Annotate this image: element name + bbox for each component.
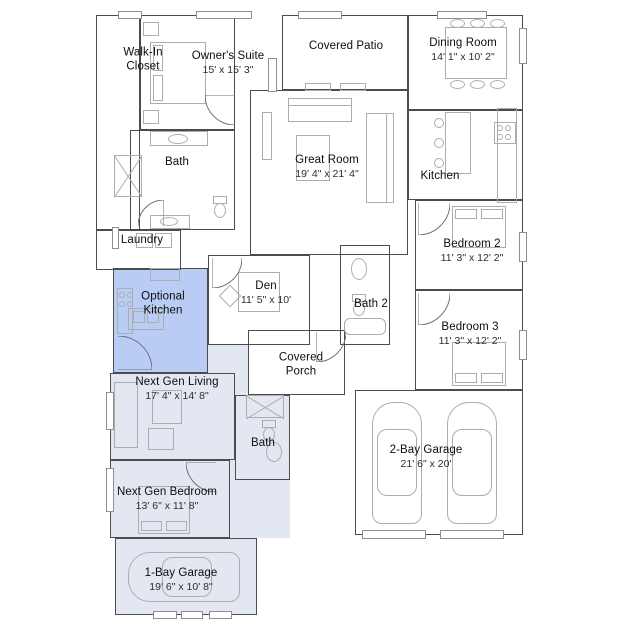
room-dimensions: 11' 5" x 10' [240, 293, 292, 306]
sink-icon [266, 442, 282, 462]
room-name: 1-Bay Garage [144, 567, 218, 580]
room-dimensions: 15' x 15' 3" [202, 63, 254, 76]
window-icon [106, 392, 114, 430]
window-icon [112, 227, 119, 249]
window-icon [519, 28, 527, 64]
room-dimensions: 21' 6" x 20' [400, 457, 452, 470]
chair-icon [470, 80, 485, 89]
window-icon [268, 58, 277, 92]
room-name: Den [255, 280, 277, 293]
room-dimensions: 17' 4" x 14' 8" [145, 389, 209, 402]
room-name: Bedroom 2 [443, 238, 501, 251]
window-icon [209, 611, 232, 619]
door-swing-icon [418, 293, 450, 325]
room-name: Covered Patio [308, 40, 384, 53]
chair-icon [490, 80, 505, 89]
appliance-icon [147, 311, 159, 323]
room-name: Covered Porch [278, 351, 324, 377]
door-swing-icon [205, 95, 235, 125]
room-name: Walk-In Closet [123, 46, 163, 72]
room-name: Laundry [120, 234, 164, 247]
counter-icon [150, 268, 180, 281]
nightstand-icon [143, 110, 159, 124]
desk-icon [238, 272, 280, 312]
room-name: Next Gen Bedroom [116, 486, 218, 499]
sink-icon [351, 258, 367, 280]
stool-icon [434, 118, 444, 128]
window-icon [196, 11, 252, 19]
window-icon [181, 611, 203, 619]
door-swing-icon [118, 336, 152, 370]
door-swing-icon [212, 258, 242, 288]
window-icon [519, 330, 527, 360]
kitchen-island-icon [445, 112, 471, 174]
bathtub-icon [344, 318, 386, 335]
door-swing-icon [418, 203, 450, 235]
window-icon [362, 530, 426, 539]
room-name: Optional Kitchen [141, 290, 185, 316]
room-dimensions: 13' 6" x 11' 8" [135, 499, 199, 512]
coffee-table-icon [296, 135, 330, 181]
window-icon [106, 468, 114, 512]
burner-icon [127, 301, 133, 307]
window-icon [298, 11, 342, 19]
window-icon [519, 232, 527, 262]
room-name: Dining Room [429, 37, 497, 50]
room-name: Next Gen Living [135, 376, 219, 389]
dryer-icon [155, 233, 172, 248]
sofa-icon [114, 382, 138, 448]
tv-cabinet-icon [262, 112, 272, 160]
car-icon-cabin [377, 429, 417, 496]
room-name: Owner's Suite [191, 50, 265, 63]
burner-icon [505, 134, 511, 140]
bed-icon-pillow [481, 373, 503, 383]
room-name: Bath 2 [354, 298, 388, 311]
window-icon [118, 11, 142, 19]
stool-icon [434, 158, 444, 168]
burner-icon [119, 301, 125, 307]
door-swing-icon [316, 332, 346, 362]
room-name: Great Room [295, 154, 359, 167]
chair-icon [470, 19, 485, 28]
bed-icon-pillow [153, 75, 163, 101]
window-icon [437, 11, 487, 19]
stool-icon [434, 138, 444, 148]
chair-icon [490, 19, 505, 28]
dining-table-icon [445, 27, 507, 79]
window-icon [153, 611, 177, 619]
chair-icon [450, 19, 465, 28]
burner-icon [497, 125, 503, 131]
room-name: Kitchen [420, 170, 460, 183]
armchair-icon [148, 428, 174, 450]
room-name: Bath [250, 437, 276, 450]
room-dimensions: 14' 1" x 10' 2" [431, 50, 495, 63]
bed-icon-pillow [455, 373, 477, 383]
window-icon [440, 530, 504, 539]
toilet-icon-bowl [214, 203, 226, 218]
burner-icon [127, 292, 133, 298]
room-dimensions: 19' 6" x 10' 8" [149, 580, 213, 593]
door-swing-icon [186, 462, 216, 492]
room-name: 2-Bay Garage [389, 444, 463, 457]
patio-bench-icon [340, 83, 366, 91]
patio-bench-icon [305, 83, 331, 91]
sink-icon [168, 134, 188, 144]
nightstand-icon [143, 22, 159, 36]
room-dimensions: 19' 4" x 21' 4" [295, 167, 359, 180]
washer-icon [136, 233, 153, 248]
bed-icon-pillow [166, 521, 187, 531]
room-name: Bath [164, 156, 190, 169]
sofa-back-icon [288, 98, 352, 106]
car-icon-cabin [162, 557, 212, 597]
toilet-icon-bowl [263, 427, 275, 442]
sofa-back-icon [386, 113, 394, 203]
chair-icon [450, 80, 465, 89]
bed-icon-pillow [153, 45, 163, 71]
bed-icon-pillow [481, 209, 503, 219]
bed-icon-pillow [455, 209, 477, 219]
bed-icon-pillow [141, 521, 162, 531]
door-swing-icon [138, 200, 164, 226]
appliance-icon [133, 311, 145, 323]
room-dimensions: 11' 3" x 12' 2" [440, 251, 504, 264]
burner-icon [505, 125, 511, 131]
burner-icon [497, 134, 503, 140]
side-table-icon [152, 390, 182, 424]
room-covered-patio [282, 15, 408, 90]
burner-icon [119, 292, 125, 298]
toilet-icon-bowl [353, 301, 365, 316]
room-dimensions: 11' 3" x 12' 2" [438, 334, 502, 347]
room-name: Bedroom 3 [441, 321, 499, 334]
car-icon-cabin [452, 429, 492, 496]
